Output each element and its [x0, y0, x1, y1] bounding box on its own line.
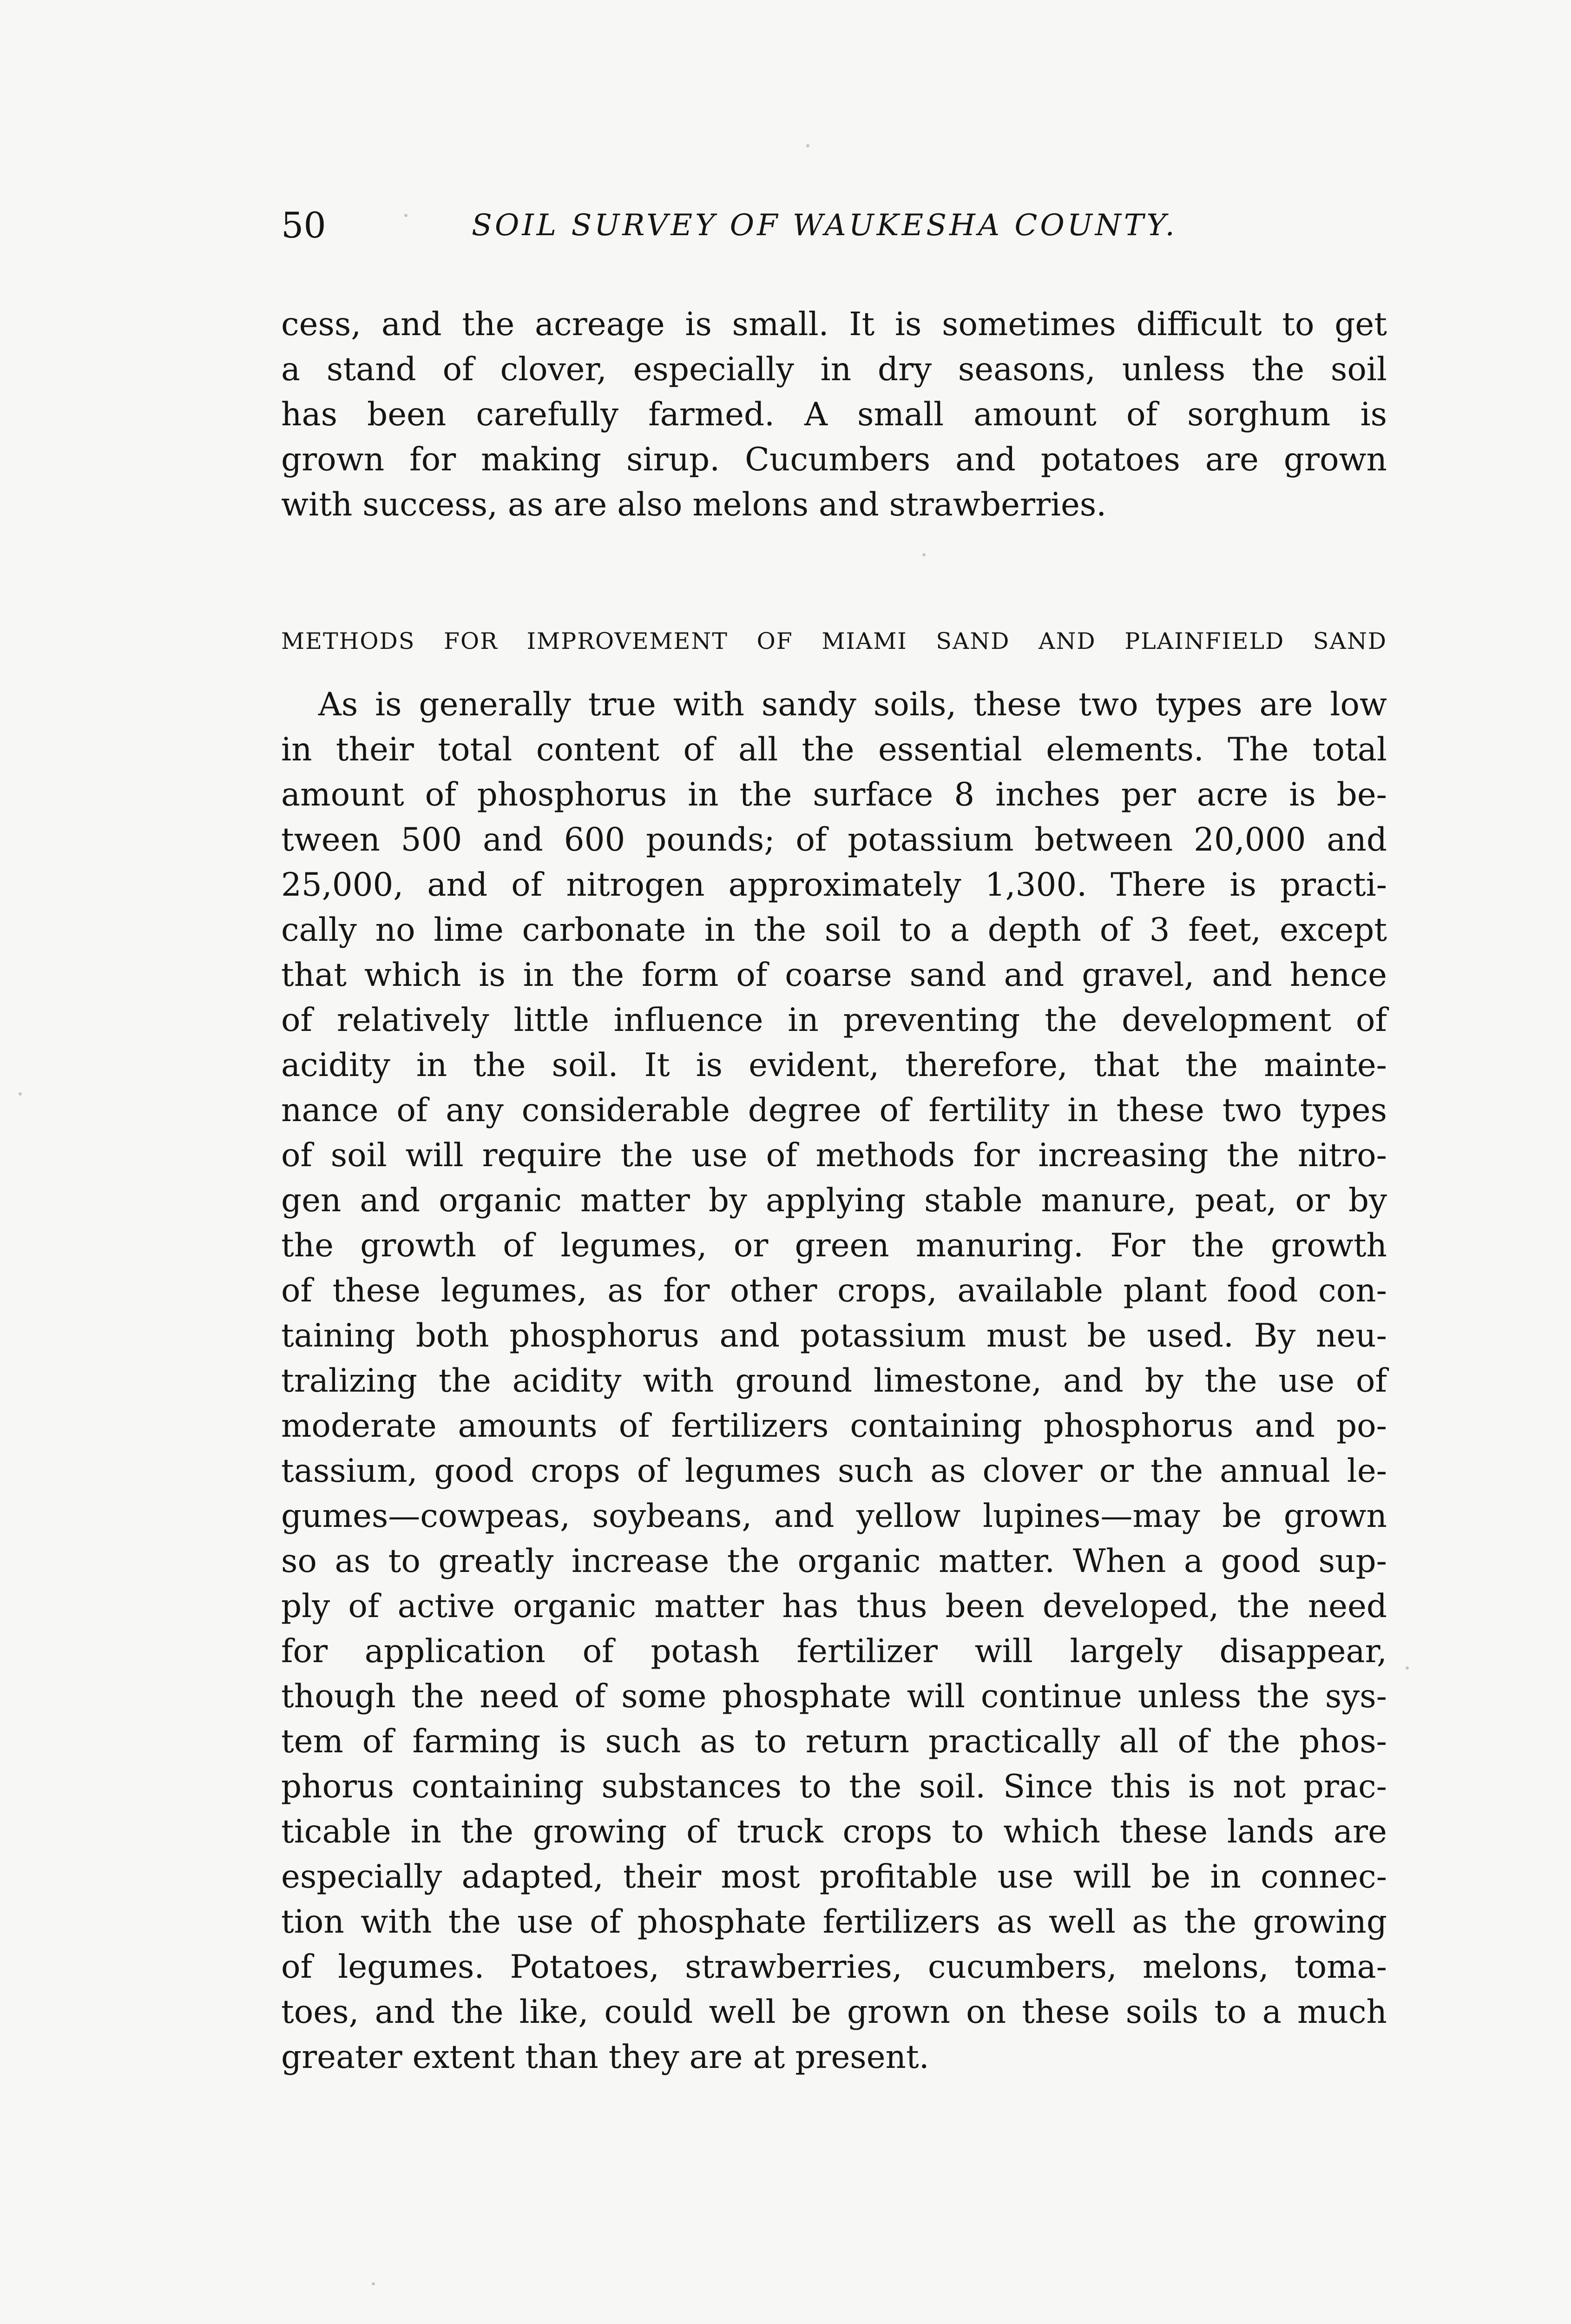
paper-speck	[922, 553, 926, 556]
text-line: for application of potash fertilizer will largely disappear,	[281, 1633, 1387, 1670]
running-title: SOIL SURVEY OF WAUKESHA COUNTY.	[472, 208, 1177, 243]
paper-speck	[404, 214, 408, 217]
text-line: tassium, good crops of legumes such as clover or the annual le-	[281, 1452, 1387, 1490]
text-line: tion with the use of phosphate fertilizers as well as the growing	[281, 1903, 1387, 1941]
text-line: toes, and the like, could well be grown on these soils to a much	[281, 1994, 1387, 2031]
text-line: cally no lime carbonate in the soil to a depth of 3 feet, except	[281, 911, 1387, 949]
text-line: tralizing the acidity with ground limestone, and by the use of	[281, 1362, 1387, 1400]
text-line: tween 500 and 600 pounds; of potassium between 20,000 and	[281, 821, 1387, 858]
text-line: gen and organic matter by applying stable manure, peat, or by	[281, 1182, 1387, 1219]
paper-speck	[372, 2282, 375, 2285]
text-line: of soil will require the use of methods for increasing the nitro-	[281, 1137, 1387, 1174]
text-line: grown for making sirup. Cucumbers and potatoes are grown	[281, 441, 1387, 478]
text-line: gumes—cowpeas, soybeans, and yellow lupines—may be grown	[281, 1498, 1387, 1535]
text-line: 25,000, and of nitrogen approximately 1,300. There is practi-	[281, 866, 1387, 904]
section-heading: METHODS FOR IMPROVEMENT OF MIAMI SAND AND PLAINFIELD SAND	[281, 628, 1387, 654]
text-line: cess, and the acreage is small. It is sometimes difficult to get	[281, 306, 1387, 343]
section-paragraph	[281, 682, 1387, 2080]
text-line: of relatively little influence in preventing the development of	[281, 1002, 1387, 1039]
text-line: moderate amounts of fertilizers containing phosphorus and po-	[281, 1407, 1387, 1445]
text-line: amount of phosphorus in the surface 8 inches per acre is be-	[281, 776, 1387, 813]
page-number: 50	[281, 205, 326, 246]
text-line: As is generally true with sandy soils, these two types are low	[318, 686, 1387, 723]
text-line: tem of farming is such as to return practically all of the phos-	[281, 1723, 1387, 1760]
paper-speck	[1406, 1666, 1409, 1670]
paper-speck	[806, 144, 809, 147]
text-line: a stand of clover, especially in dry seasons, unless the soil	[281, 351, 1387, 388]
text-line: in their total content of all the essential elements. The total	[281, 731, 1387, 768]
text-line: greater extent than they are at present.	[281, 2039, 929, 2076]
text-line: acidity in the soil. It is evident, therefore, that the mainte-	[281, 1047, 1387, 1084]
text-line: of legumes. Potatoes, strawberries, cucumbers, melons, toma-	[281, 1948, 1387, 1986]
text-line: of these legumes, as for other crops, available plant food con-	[281, 1272, 1387, 1309]
text-line: phorus containing substances to the soil. Since this is not prac-	[281, 1768, 1387, 1805]
text-line: the growth of legumes, or green manuring. For the growth	[281, 1227, 1387, 1264]
text-line: that which is in the form of coarse sand and gravel, and hence	[281, 957, 1387, 994]
text-line: with success, as are also melons and strawberries.	[281, 486, 1107, 523]
text-line: especially adapted, their most profitable use will be in connec-	[281, 1858, 1387, 1895]
intro-paragraph	[281, 302, 1387, 528]
text-line: has been carefully farmed. A small amount of sorghum is	[281, 396, 1387, 433]
text-line: ply of active organic matter has thus been developed, the need	[281, 1588, 1387, 1625]
text-line: though the need of some phosphate will continue unless the sys-	[281, 1678, 1387, 1715]
text-line: ticable in the growing of truck crops to which these lands are	[281, 1813, 1387, 1850]
text-line: nance of any considerable degree of fertility in these two types	[281, 1092, 1387, 1129]
running-header	[281, 202, 1215, 249]
text-line: taining both phosphorus and potassium must be used. By neu-	[281, 1317, 1387, 1354]
text-line: so as to greatly increase the organic matter. When a good sup-	[281, 1543, 1387, 1580]
paper-speck	[19, 1092, 22, 1096]
